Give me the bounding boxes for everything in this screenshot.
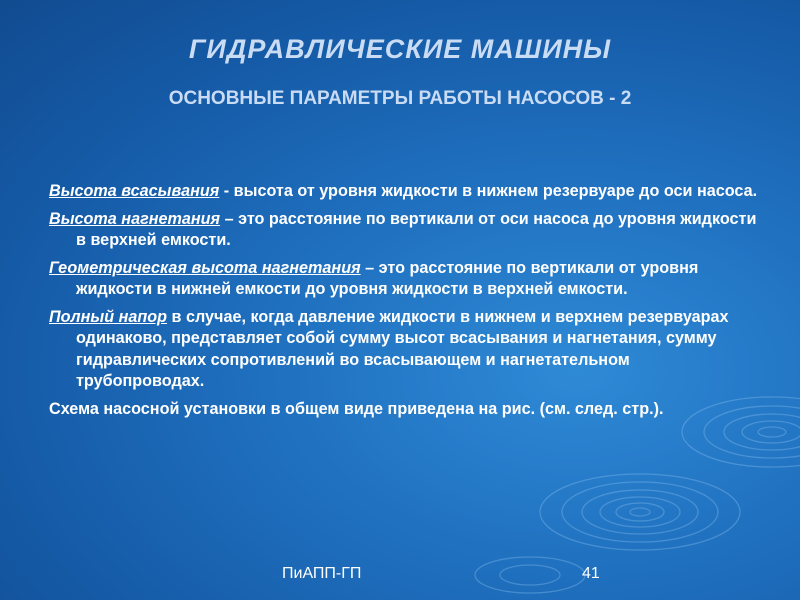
paragraph-suction-height [49,181,761,203]
paragraph-scheme-note [49,399,761,421]
definition-total-head: в случае, когда давление жидкости в нижнем и верхнем резервуарах одинаково, представляет собой сумму высот всасывания и нагнетания, сумму гидравлических сопротивлений во всасывающем и нагнетательном трубопроводах. [76,307,729,390]
paragraph-discharge-height [49,209,761,252]
definition-suction-height: - высота от уровня жидкости в нижнем резервуаре до оси насоса. [219,182,758,200]
paragraph-geometric-discharge-height [49,258,761,301]
scheme-note-text: Схема насосной установки в общем виде приведена на рис. (см. след. стр.). [49,399,664,418]
definition-discharge-height: – это расстояние по вертикали от оси насоса до уровня жидкости в верхней емкости. [76,209,757,249]
slide-title: ГИДРАВЛИЧЕСКИЕ МАШИНЫ [188,34,612,64]
slide-subtitle: ОСНОВНЫЕ ПАРАМЕТРЫ РАБОТЫ НАСОСОВ - 2 [168,88,632,109]
page-number: 41 [582,565,600,582]
footer-label: ПиАПП-ГП [282,565,362,582]
definition-geometric-discharge-height: – это расстояние по вертикали от уровня жидкости в нижней емкости до уровня жидкости в верхней емкости. [76,258,699,298]
term-discharge-height: Высота нагнетания [49,209,221,228]
slide-body [49,181,761,426]
paragraph-total-head [49,307,761,393]
term-total-head: Полный напор [49,307,168,326]
term-geometric-discharge-height: Геометрическая высота нагнетания [49,258,361,277]
term-suction-height: Высота всасывания [49,182,220,200]
